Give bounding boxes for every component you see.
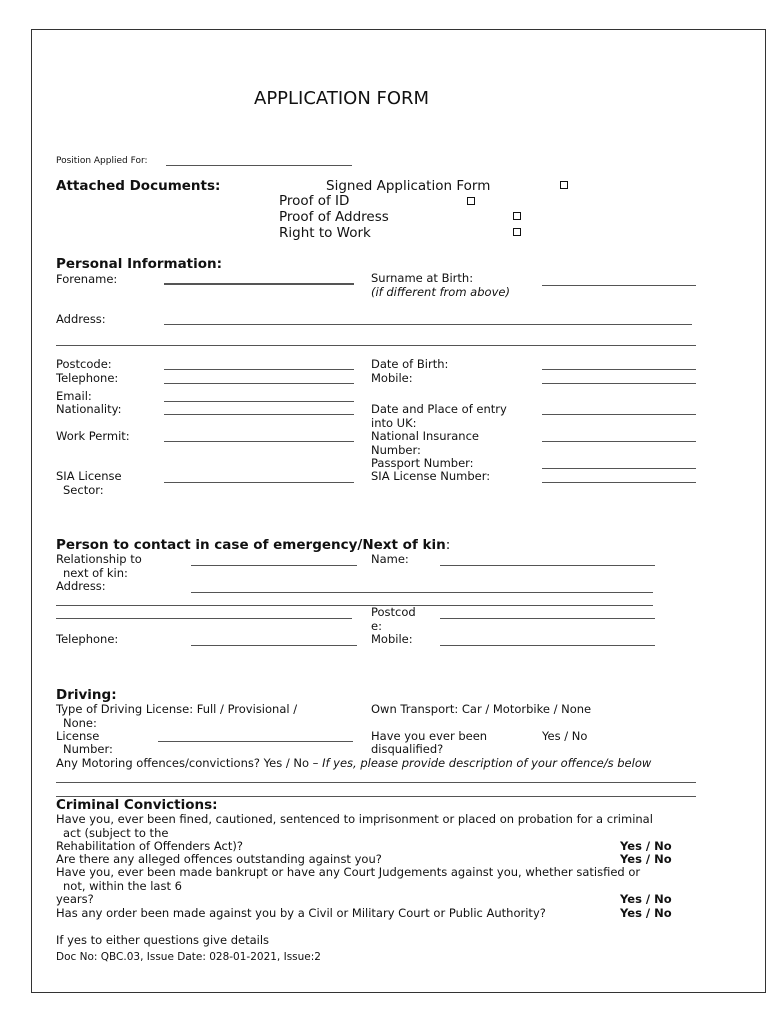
mobile-label: Mobile: [371, 371, 413, 385]
doc-signed-form-checkbox[interactable] [560, 181, 568, 189]
kin-address-input-line-2[interactable] [56, 605, 653, 606]
disqualified-label-2: disqualified? [371, 742, 444, 756]
doc-proof-address-label: Proof of Address [279, 209, 389, 225]
postcode-input-line[interactable] [164, 369, 354, 370]
details-instruction: If yes to either questions give details [56, 933, 270, 947]
driving-heading-text: Driving [56, 687, 112, 703]
work-permit-label: Work Permit: [56, 429, 130, 443]
emergency-heading-colon: : [445, 537, 451, 553]
surname-note: (if different from above) [371, 285, 510, 299]
q3-line-2: not, within the last 6 [63, 879, 182, 893]
email-label: Email: [56, 389, 92, 403]
criminal-heading: Criminal Convictions: [56, 797, 218, 813]
sia-number-input-line[interactable] [542, 482, 696, 483]
emergency-heading [56, 537, 450, 553]
sia-license-input-line[interactable] [164, 482, 354, 483]
kin-mobile-label: Mobile: [371, 632, 413, 646]
kin-postcode-label-2: e: [371, 619, 382, 633]
mobile-input-line[interactable] [542, 383, 696, 384]
kin-address-input-line-1[interactable] [191, 592, 653, 593]
nationality-input-line[interactable] [164, 414, 354, 415]
entry-label-2: into UK: [371, 416, 417, 430]
driving-heading-colon: : [111, 687, 117, 703]
kin-postcode-label-1: Postcod [371, 605, 416, 619]
license-number-label-1: License [56, 729, 100, 743]
q4-text: Has any order been made against you by a Civil or Military Court or Public Authority? [56, 906, 546, 920]
license-type-label-1: Type of Driving License: Full / Provisional / [56, 702, 298, 716]
telephone-input-line[interactable] [164, 383, 354, 384]
entry-input-line[interactable] [542, 414, 696, 415]
q3-line-3: years? [56, 892, 94, 906]
q2-yes-no[interactable]: Yes / No [620, 852, 672, 866]
offences-instruction: If yes, please provide description of your offence/s below [322, 756, 652, 770]
disqualified-label-1: Have you ever been [371, 729, 488, 743]
q3-line-1: Have you, ever been made bankrupt or have any Court Judgements against you, whether satisfied or [56, 865, 641, 879]
doc-right-to-work-checkbox[interactable] [513, 228, 521, 236]
personal-info-heading: Personal Information: [56, 256, 223, 272]
q1-yes-no[interactable]: Yes / No [620, 839, 672, 853]
dob-label: Date of Birth: [371, 357, 449, 371]
ni-label-2: Number: [371, 443, 421, 457]
q3-yes-no[interactable]: Yes / No [620, 892, 672, 906]
doc-proof-id-label: Proof of ID [279, 193, 350, 209]
kin-address-input-line-3[interactable] [56, 618, 352, 619]
ni-input-line[interactable] [542, 441, 696, 442]
work-permit-input-line[interactable] [164, 441, 354, 442]
doc-proof-id-checkbox[interactable] [467, 197, 475, 205]
passport-label: Passport Number: [371, 456, 474, 470]
relationship-input-line[interactable] [191, 565, 357, 566]
email-input-line[interactable] [164, 401, 354, 402]
forename-label: Forename: [56, 272, 118, 286]
kin-telephone-input-line[interactable] [191, 645, 357, 646]
q4-yes-no[interactable]: Yes / No [620, 906, 672, 920]
attached-documents-heading: Attached Documents: [56, 178, 221, 194]
kin-name-label: Name: [371, 552, 409, 566]
license-number-input-line[interactable] [158, 741, 353, 742]
doc-signed-form-label: Signed Application Form [326, 178, 491, 194]
own-transport-label: Own Transport: Car / Motorbike / None [371, 702, 592, 716]
document-footer: Doc No: QBC.03, Issue Date: 028-01-2021, Issue:2 [56, 951, 321, 963]
kin-address-label: Address: [56, 579, 106, 593]
page-title: APPLICATION FORM [254, 88, 430, 109]
doc-right-to-work-label: Right to Work [279, 225, 371, 241]
passport-input-line[interactable] [542, 468, 696, 469]
sia-license-label-2: Sector: [63, 483, 104, 497]
address-input-line-2[interactable] [56, 345, 696, 346]
license-type-label-2: None: [63, 716, 97, 730]
kin-name-input-line[interactable] [440, 565, 655, 566]
driving-heading [56, 687, 117, 703]
telephone-label: Telephone: [56, 371, 119, 385]
surname-input-line[interactable] [542, 285, 696, 286]
ni-label-1: National Insurance [371, 429, 479, 443]
dob-input-line[interactable] [542, 369, 696, 370]
relationship-label-1: Relationship to [56, 552, 142, 566]
license-number-label-2: Number: [63, 742, 113, 756]
surname-label: Surname at Birth: [371, 271, 474, 285]
nationality-label: Nationality: [56, 402, 122, 416]
postcode-label: Postcode: [56, 357, 112, 371]
position-input-line[interactable] [166, 165, 352, 166]
emergency-heading-text: Person to contact in case of emergency/Next of kin [56, 537, 446, 553]
q1-line-3: Rehabilitation of Offenders Act)? [56, 839, 243, 853]
forename-input-line[interactable] [164, 283, 354, 285]
address-label: Address: [56, 312, 106, 326]
kin-postcode-input-line[interactable] [440, 618, 655, 619]
q2-text: Are there any alleged offences outstanding against you? [56, 852, 382, 866]
offences-question [56, 757, 651, 770]
q1-line-1: Have you, ever been fined, cautioned, sentenced to imprisonment or placed on probation for a criminal [56, 812, 653, 826]
q1-line-2: act (subject to the [63, 826, 169, 840]
offences-input-line-1[interactable] [56, 782, 696, 783]
kin-mobile-input-line[interactable] [440, 645, 655, 646]
offences-question-text: Any Motoring offences/convictions? Yes / No – [56, 756, 323, 770]
address-input-line-1[interactable] [164, 324, 692, 325]
sia-number-label: SIA License Number: [371, 469, 491, 483]
entry-label-1: Date and Place of entry [371, 402, 507, 416]
doc-proof-address-checkbox[interactable] [513, 212, 521, 220]
disqualified-yes-no[interactable]: Yes / No [542, 729, 588, 743]
sia-license-label-1: SIA License [56, 469, 122, 483]
relationship-label-2: next of kin: [63, 566, 128, 580]
kin-telephone-label: Telephone: [56, 632, 119, 646]
position-label: Position Applied For: [56, 156, 148, 166]
